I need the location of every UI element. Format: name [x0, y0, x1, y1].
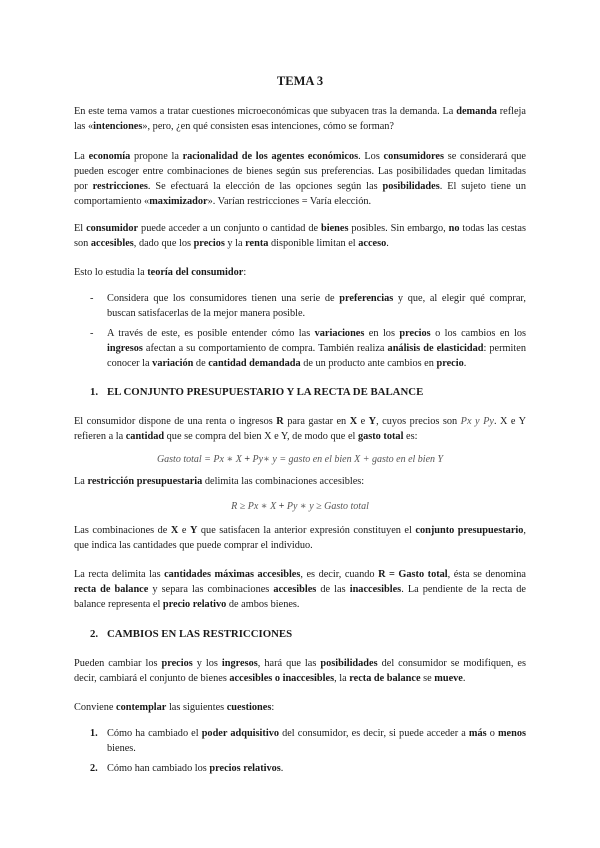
bold-term: restricciones — [92, 181, 148, 192]
bold-term: precios — [161, 658, 193, 669]
bold-term: consumidor — [86, 223, 139, 234]
formula-gasto-total — [0, 452, 600, 467]
bold-term: precio relativo — [162, 599, 227, 610]
bold-term: más — [468, 728, 487, 739]
consumidor-paragraph — [74, 221, 526, 251]
text: . — [463, 358, 467, 369]
text: A través de este, es posible entender cómo las — [107, 328, 315, 339]
text: e — [357, 416, 369, 427]
list-number: 1. — [90, 728, 98, 739]
text: ». Varían restricciones = Varía elección. — [207, 196, 372, 207]
section2-paragraph-contemplar — [74, 700, 526, 715]
bold-term: precios — [399, 328, 431, 339]
bold-term: ingresos — [221, 658, 258, 669]
text: del consumidor, es decir, si puede acceder a — [279, 728, 469, 739]
text: y separa las combinaciones — [148, 584, 274, 595]
list-number: 2. — [90, 763, 98, 774]
list-item-precios-relativos — [107, 761, 526, 776]
bold-term: precios relativos — [209, 763, 281, 774]
bold-term: acceso — [358, 238, 387, 249]
bold-term: R = Gasto total — [378, 569, 448, 580]
intro-paragraph — [74, 104, 526, 134]
bold-term: accesibles — [90, 238, 134, 249]
bold-term: precio — [436, 358, 464, 369]
bold-term: Y — [189, 525, 198, 536]
text: La — [74, 476, 88, 487]
formula-part: R ≥ Px ∗ X — [231, 501, 277, 512]
section1-paragraph-recta — [74, 567, 526, 612]
section-number: 1. — [90, 386, 99, 398]
list-item-poder-adquisitivo — [107, 726, 526, 756]
text: . — [462, 673, 466, 684]
text: Considera que los consumidores tienen una serie de — [107, 293, 340, 304]
text: . X e Y refieren a la — [74, 416, 527, 442]
bold-term: menos — [497, 728, 526, 739]
bold-term: R — [276, 416, 284, 427]
formula-operator: + — [241, 454, 253, 465]
text: de ambos bienes. — [226, 599, 300, 610]
text: todas las cestas son — [74, 223, 526, 249]
section2-paragraph-cambios — [74, 656, 526, 686]
bold-term: renta — [245, 238, 269, 249]
text: : — [243, 267, 247, 278]
bold-term: posibilidades — [382, 181, 440, 192]
text: . La pendiente de la recta de balance representa el — [74, 584, 527, 610]
section1-paragraph-renta — [74, 414, 526, 444]
text: La — [74, 151, 89, 162]
text: en los — [364, 328, 400, 339]
text: , dado que los — [133, 238, 194, 249]
bold-term: inaccesibles — [349, 584, 402, 595]
text: . — [280, 763, 284, 774]
bold-term: conjunto presupuestario — [415, 525, 524, 536]
section-heading-2 — [90, 627, 292, 642]
text: o — [486, 728, 498, 739]
text: de — [193, 358, 209, 369]
text: Esto lo estudia la — [74, 267, 148, 278]
text: se — [420, 673, 435, 684]
bold-term: no — [448, 223, 460, 234]
text: , ésta se denomina — [447, 569, 526, 580]
text: Pueden cambiar los — [74, 658, 162, 669]
text: Cómo han cambiado los — [107, 763, 210, 774]
text: , que indica las cantidades que puede comprar el individuo. — [74, 525, 526, 551]
formula-part: Py ∗ y ≥ Gasto total — [286, 501, 369, 512]
section-number: 2. — [90, 628, 99, 640]
bold-term: variación — [152, 358, 194, 369]
economia-paragraph — [74, 149, 526, 209]
bullet-dash: - — [90, 328, 94, 339]
bullet-item-variaciones — [107, 326, 526, 371]
text: : permiten conocer la — [107, 343, 526, 369]
bold-term: teoría del consumidor — [147, 267, 244, 278]
bold-term: restricción presupuestaria — [87, 476, 203, 487]
text: e — [178, 525, 190, 536]
text: El consumidor dispone de una renta o ingresos — [74, 416, 277, 427]
formula-part: Py∗ y — [252, 454, 277, 465]
bold-term: X — [170, 525, 179, 536]
bold-term: mueve — [434, 673, 463, 684]
bold-term: accesibles — [273, 584, 317, 595]
formula-part: Gasto total = Px ∗ X — [156, 454, 242, 465]
text: , cuyos precios son — [376, 416, 461, 427]
bold-term: posibilidades — [320, 658, 378, 669]
text: Las combinaciones de — [74, 525, 171, 536]
text: del consumidor se modifiquen, es decir, cambiará el conjunto de bienes — [74, 658, 526, 684]
bold-term: recta de balance — [74, 584, 149, 595]
section1-paragraph-conjunto — [74, 523, 526, 553]
section-heading-1 — [90, 385, 423, 400]
bold-term: variaciones — [314, 328, 365, 339]
formula-restriccion — [0, 499, 600, 514]
text: de las — [316, 584, 350, 595]
text: disponible limitan el — [268, 238, 359, 249]
bold-term: accesibles o inaccesibles — [229, 673, 335, 684]
text: afectan a su comportamiento de compra. También realiza — [142, 343, 388, 354]
text: , hará que las — [257, 658, 321, 669]
text: . — [386, 238, 389, 249]
text: refleja las « — [74, 106, 526, 132]
text: », pero, ¿en qué consisten esas intenciones, cómo se forman? — [142, 121, 394, 132]
bold-term: recta de balance — [349, 673, 421, 684]
text: Cómo ha cambiado el — [107, 728, 202, 739]
bold-term: contemplar — [116, 702, 167, 713]
text: delimita las combinaciones accesibles: — [202, 476, 365, 487]
bold-term: demanda — [456, 106, 497, 117]
text: es: — [403, 431, 418, 442]
bold-term: cantidad demandada — [208, 358, 301, 369]
text: de un producto ante cambios en — [300, 358, 437, 369]
text: , la — [334, 673, 350, 684]
bold-term: economía — [88, 151, 131, 162]
bold-term: cuestiones — [226, 702, 272, 713]
page-title: TEMA 3 — [276, 74, 324, 88]
formula-part: = gasto en el bien X + gasto en el bien Y — [276, 454, 444, 465]
text: las siguientes — [166, 702, 227, 713]
bold-term: análisis de elasticidad — [387, 343, 484, 354]
text: Conviene — [74, 702, 117, 713]
bold-term: racionalidad de los agentes económicos — [182, 151, 359, 162]
bold-term: cantidades máximas accesibles — [164, 569, 301, 580]
text: o los cambios en los — [430, 328, 526, 339]
bold-term: bienes — [321, 223, 349, 234]
text: y que, al elegir qué comprar, buscan satisfacerlas de la mejor manera posible. — [107, 293, 526, 319]
italic-term: Px y Py — [460, 416, 494, 427]
text: que satisfacen la anterior expresión constituyen el — [197, 525, 416, 536]
text: En este tema vamos a tratar cuestiones microeconómicas que subyacen tras la demanda. La — [74, 106, 457, 117]
section1-paragraph-restriccion — [74, 474, 526, 489]
bold-term: X — [349, 416, 358, 427]
bold-term: intenciones — [93, 121, 143, 132]
text: El — [74, 223, 87, 234]
text: . Se efectuará la elección de las opciones según las — [147, 181, 383, 192]
text: . Los — [358, 151, 384, 162]
bold-term: cantidad — [125, 431, 165, 442]
bold-term: poder adquisitivo — [201, 728, 279, 739]
bold-term: maximizador — [149, 196, 208, 207]
section-title: CAMBIOS EN LAS RESTRICCIONES — [107, 628, 293, 640]
text: para gastar en — [283, 416, 350, 427]
text: posibles. Sin embargo, — [348, 223, 449, 234]
text: puede acceder a un conjunto o cantidad de — [138, 223, 321, 234]
formula-operator: + — [276, 501, 287, 512]
teoria-paragraph — [74, 265, 526, 280]
text: La recta delimita las — [74, 569, 165, 580]
text: , es decir, cuando — [300, 569, 379, 580]
text: propone la — [130, 151, 183, 162]
text: bienes. — [107, 743, 136, 754]
text: : — [271, 702, 275, 713]
bold-term: ingresos — [107, 343, 143, 354]
bold-term: preferencias — [339, 293, 394, 304]
text: que se compra del bien X e Y, de modo que el — [164, 431, 358, 442]
bold-term: precios — [193, 238, 225, 249]
bold-term: consumidores — [383, 151, 445, 162]
bold-term: Y — [368, 416, 377, 427]
bullet-item-preferencias — [107, 291, 526, 321]
section-title: EL CONJUNTO PRESUPUESTARIO Y LA RECTA DE BALANCE — [107, 386, 424, 398]
text: y la — [224, 238, 246, 249]
text: . El sujeto tiene un comportamiento « — [74, 181, 526, 207]
text: y los — [192, 658, 222, 669]
bullet-dash: - — [90, 293, 94, 304]
text: se considerará que pueden escoger entre combinaciones de bienes según sus preferencias. Las posibilidades quedan limitadas por — [74, 151, 526, 192]
bold-term: gasto total — [357, 431, 404, 442]
